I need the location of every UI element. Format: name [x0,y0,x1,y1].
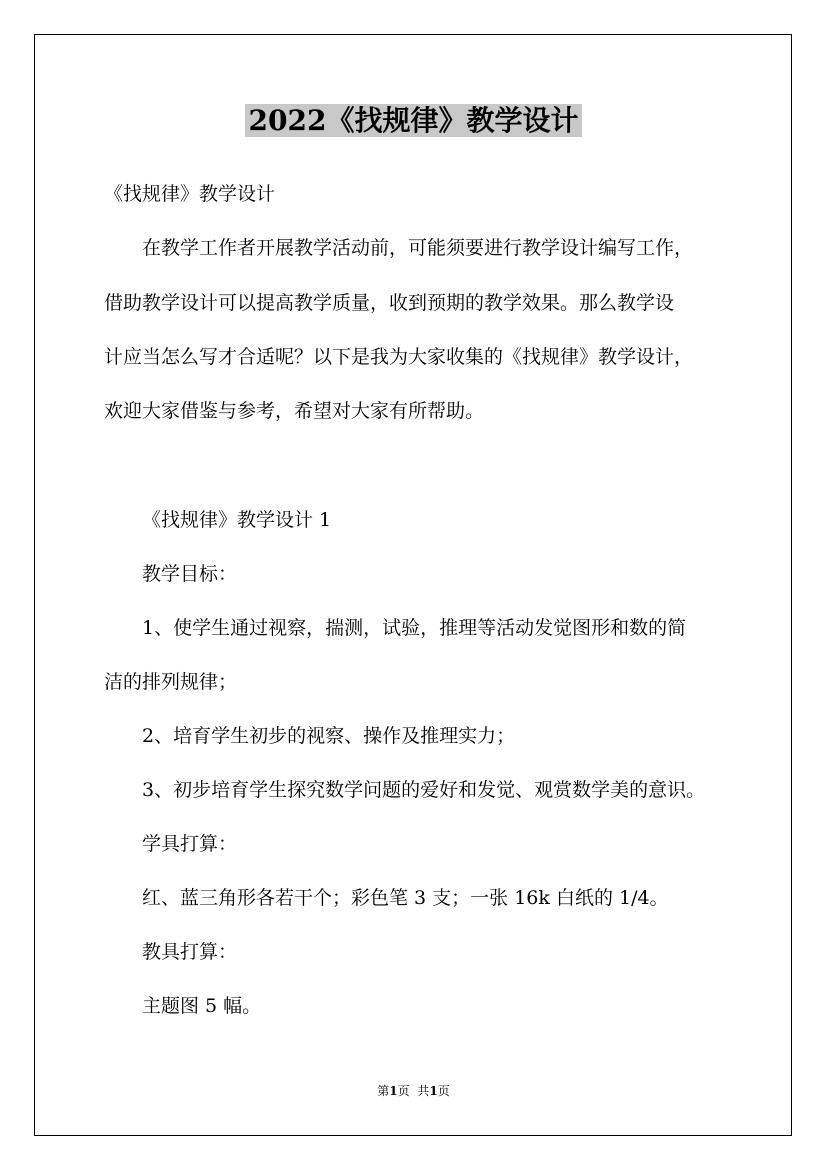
intro-line-4: 欢迎大家借鉴与参考，希望对大家有所帮助。 [104,400,485,422]
page-number: 1 [389,1084,398,1098]
page-suffix: 页 [397,1084,410,1098]
goal-3: 3、初步培育学生探究数学问题的爱好和发觉、观赏数学美的意识。 [142,779,706,801]
goal-1-line-2: 洁的排列规律； [104,671,238,693]
intro-line-1: 在教学工作者开展教学活动前，可能须要进行教学设计编写工作， [142,237,694,259]
goal-1-line-1: 1、使学生通过视察，揣测，试验，推理等活动发觉图形和数的简 [142,617,687,639]
intro-line-3: 计应当怎么写才合适呢？以下是我为大家收集的《找规律》教学设计， [104,346,694,368]
teacher-tools: 主题图 5 幅。 [142,995,262,1017]
section-heading: 《找规律》教学设计 1 [142,509,332,531]
student-tools: 红、蓝三角形各若干个；彩色笔 3 支；一张 16k 白纸的 1/4。 [142,887,669,909]
intro-line-2: 借助教学设计可以提高教学质量，收到预期的教学效果。那么教学设 [104,292,675,314]
total-prefix: 共 [417,1084,430,1098]
goals-label: 教学目标： [142,563,238,585]
page-prefix: 第 [377,1084,390,1098]
teacher-tools-label: 教具打算： [142,941,238,963]
document-subtitle: 《找规律》教学设计 [104,183,276,205]
goal-2: 2、培育学生初步的视察、操作及推理实力； [142,725,516,747]
student-tools-label: 学具打算： [142,833,238,855]
document-title-text: 2022《找规律》教学设计 [245,104,583,137]
total-suffix: 页 [437,1084,450,1098]
page-footer [0,1083,827,1099]
total-number: 1 [429,1084,438,1098]
document-title [0,101,827,141]
